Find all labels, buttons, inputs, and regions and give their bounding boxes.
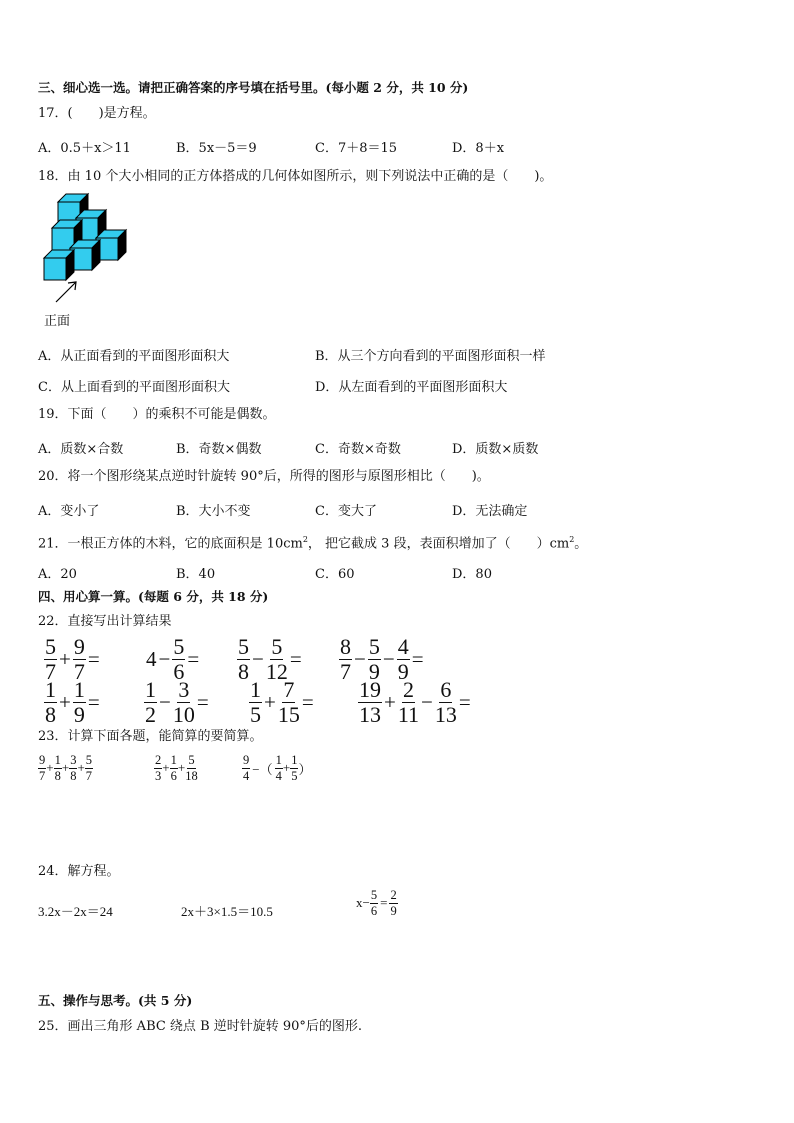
q20-option-c: C．变大了 bbox=[315, 504, 377, 519]
q18-option-b: B．从三个方向看到的平面图形面积一样 bbox=[315, 349, 546, 364]
q17-option-b: B．5x－5＝9 bbox=[176, 141, 257, 156]
q17-option-d: D．8＋x bbox=[452, 141, 505, 156]
figure-label-front: 正面 bbox=[44, 314, 71, 329]
cube-stack-figure bbox=[40, 192, 135, 310]
q17-stem: 17．( )是方程。 bbox=[38, 106, 156, 121]
q23-expr-1: $\frac{9}{7}$ + $\frac{1}{8}$ + $\frac{3}{8}$ + $\frac{5}{7}$ bbox=[39, 753, 93, 783]
q21-option-c: C．60 bbox=[315, 567, 355, 582]
q20-option-b: B．大小不变 bbox=[176, 504, 251, 519]
q18-option-c: C．从上面看到的平面图形面积大 bbox=[38, 380, 230, 395]
q22-expr-6: $\frac{1}{2}$ − $\frac{3}{10}$ = bbox=[145, 677, 209, 727]
cube-block bbox=[44, 250, 74, 280]
section-4-title: 四、用心算一算。(每题 6 分，共 18 分) bbox=[38, 589, 269, 604]
q18-stem: 18．由 10 个大小相同的正方体搭成的几何体如图所示，则下列说法中正确的是（ )。 bbox=[38, 169, 553, 184]
q22-expr-5: $\frac{1}{8}$ + $\frac{1}{9}$ = bbox=[45, 677, 100, 727]
q22-expr-7: $\frac{1}{5}$ + $\frac{7}{15}$ = bbox=[250, 677, 314, 727]
q17-option-c: C．7＋8＝15 bbox=[315, 141, 398, 156]
q24-equation-3: x− $\frac{5}{6}$ = $\frac{2}{9}$ bbox=[356, 888, 397, 918]
q20-option-d: D．无法确定 bbox=[452, 504, 528, 519]
q22-expr-4: $\frac{8}{7}$ − $\frac{5}{9}$ − $\frac{4}{9}$ = bbox=[340, 634, 424, 684]
q21-option-b: B．40 bbox=[176, 567, 216, 582]
q22-expr-2: 4 − $\frac{5}{6}$ = bbox=[146, 634, 200, 684]
q24-equation-2: 2x＋3×1.5＝10.5 bbox=[181, 904, 273, 919]
q22-expr-8: $\frac{19}{13}$ + $\frac{2}{11}$ − $\frac{6}{13}$ = bbox=[359, 677, 471, 727]
q24-stem: 24．解方程。 bbox=[38, 864, 120, 879]
q18-option-a: A．从正面看到的平面图形面积大 bbox=[38, 349, 230, 364]
q23-expr-3: $\frac{9}{4}$ −（ $\frac{1}{4}$ + $\frac{1}{5}$ ） bbox=[243, 753, 312, 783]
q21-option-d: D．80 bbox=[452, 567, 492, 582]
q19-option-a: A．质数×合数 bbox=[38, 442, 124, 457]
section-3-title: 三、细心选一选。请把正确答案的序号填在括号里。(每小题 2 分，共 10 分) bbox=[38, 80, 469, 95]
q19-option-d: D．质数×质数 bbox=[452, 442, 539, 457]
section-5-title: 五、操作与思考。(共 5 分) bbox=[38, 993, 193, 1008]
q22-stem: 22．直接写出计算结果 bbox=[38, 614, 172, 629]
q22-expr-3: $\frac{5}{8}$ − $\frac{5}{12}$ = bbox=[238, 634, 302, 684]
q18-option-d: D．从左面看到的平面图形面积大 bbox=[315, 380, 508, 395]
q23-stem: 23．计算下面各题，能简算的要简算。 bbox=[38, 729, 263, 744]
q21-stem: 21．一根正方体的木料，它的底面积是 $10cm^2$， 把它截成 3 段，表面积增加了（ ）$cm^2$。 bbox=[38, 535, 588, 552]
q22-expr-1: $\frac{5}{7}$ + $\frac{9}{7}$ = bbox=[45, 634, 100, 684]
q25-stem: 25．画出三角形 ABC 绕点 B 逆时针旋转 90°后的图形. bbox=[38, 1019, 363, 1034]
q24-equation-1: 3.2x－2x＝24 bbox=[38, 904, 113, 919]
q19-option-b: B．奇数×偶数 bbox=[176, 442, 262, 457]
q17-option-a: A．0.5＋x＞11 bbox=[38, 141, 131, 156]
q23-expr-2: $\frac{2}{3}$ + $\frac{1}{6}$ + $\frac{5}{18}$ bbox=[155, 753, 198, 783]
q20-stem: 20．将一个图形绕某点逆时针旋转 90°后，所得的图形与原图形相比（ )。 bbox=[38, 469, 490, 484]
q20-option-a: A．变小了 bbox=[38, 504, 100, 519]
q19-stem: 19．下面（ ）的乘积不可能是偶数。 bbox=[38, 407, 276, 422]
q21-option-a: A．20 bbox=[38, 567, 77, 582]
q19-option-c: C．奇数×奇数 bbox=[315, 442, 401, 457]
